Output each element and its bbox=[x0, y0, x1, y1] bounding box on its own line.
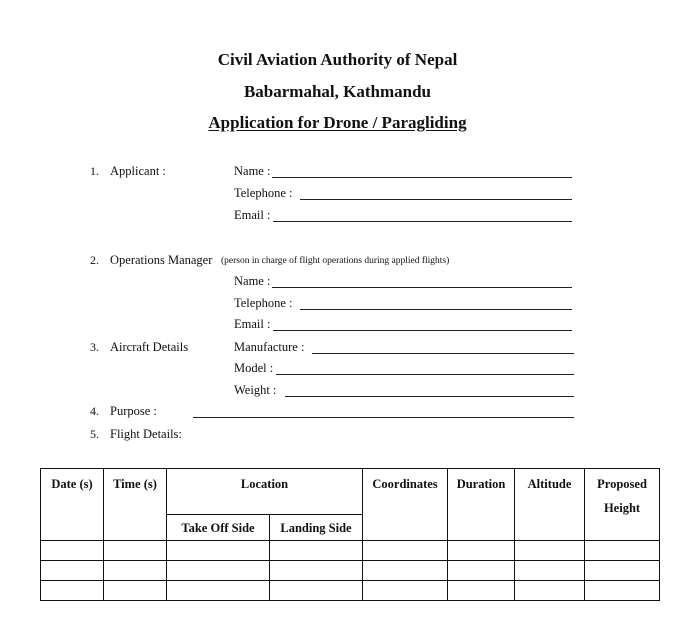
header-altitude: Altitude bbox=[515, 469, 585, 541]
header-proposed-height bbox=[585, 469, 660, 541]
form-title bbox=[0, 113, 675, 133]
manager-name-label: Name : bbox=[234, 274, 271, 288]
flight-details-table bbox=[40, 468, 660, 601]
applicant-email-field[interactable] bbox=[273, 221, 572, 222]
header-time: Time (s) bbox=[104, 469, 167, 541]
table-cell[interactable] bbox=[585, 581, 660, 601]
table-cell[interactable] bbox=[270, 541, 363, 561]
section-3-number: 3. bbox=[90, 340, 99, 354]
table-cell[interactable] bbox=[515, 581, 585, 601]
table-cell[interactable] bbox=[363, 581, 448, 601]
table-cell[interactable] bbox=[448, 541, 515, 561]
applicant-telephone-field[interactable] bbox=[300, 199, 572, 200]
applicant-name-label: Name : bbox=[234, 164, 271, 178]
table-cell[interactable] bbox=[167, 541, 270, 561]
header-landing-side: Landing Side bbox=[270, 515, 363, 541]
section-2-note: (person in charge of flight operations during applied flights) bbox=[221, 256, 450, 266]
table-cell[interactable] bbox=[515, 541, 585, 561]
table-cell[interactable] bbox=[363, 541, 448, 561]
purpose-field[interactable] bbox=[193, 417, 574, 418]
header-coordinates: Coordinates bbox=[363, 469, 448, 541]
table-cell[interactable] bbox=[270, 561, 363, 581]
manager-email-field[interactable] bbox=[273, 330, 572, 331]
section-5-title: Flight Details: bbox=[110, 427, 182, 441]
table-cell[interactable] bbox=[585, 541, 660, 561]
table-cell[interactable] bbox=[41, 561, 104, 581]
aircraft-manufacture-label: Manufacture : bbox=[234, 340, 305, 354]
applicant-telephone-label: Telephone : bbox=[234, 186, 293, 200]
header-date: Date (s) bbox=[41, 469, 104, 541]
authority-address: Babarmahal, Kathmandu bbox=[243, 82, 432, 101]
section-4-title: Purpose : bbox=[110, 404, 157, 418]
table-row bbox=[41, 541, 660, 561]
table-cell[interactable] bbox=[167, 561, 270, 581]
table-cell[interactable] bbox=[448, 561, 515, 581]
table-cell[interactable] bbox=[41, 581, 104, 601]
aircraft-model-label: Model : bbox=[234, 361, 274, 375]
table-cell[interactable] bbox=[104, 561, 167, 581]
aircraft-model-field[interactable] bbox=[276, 374, 574, 375]
table-cell[interactable] bbox=[167, 581, 270, 601]
manager-name-field[interactable] bbox=[272, 287, 572, 288]
manager-telephone-field[interactable] bbox=[300, 309, 572, 310]
table-cell[interactable] bbox=[363, 561, 448, 581]
applicant-name-field[interactable] bbox=[272, 177, 572, 178]
table-cell[interactable] bbox=[585, 561, 660, 581]
section-5-number: 5. bbox=[90, 427, 99, 441]
header-proposed-height-line2: Height bbox=[603, 501, 641, 515]
aircraft-weight-label: Weight : bbox=[234, 383, 277, 397]
section-2-number: 2. bbox=[90, 253, 99, 267]
table-cell[interactable] bbox=[41, 541, 104, 561]
section-1-title: Applicant : bbox=[110, 164, 166, 178]
table-cell[interactable] bbox=[104, 541, 167, 561]
manager-email-label: Email : bbox=[234, 317, 271, 331]
aircraft-weight-field[interactable] bbox=[285, 396, 574, 397]
section-4-number: 4. bbox=[90, 404, 99, 418]
header-location: Location bbox=[167, 469, 363, 515]
table-cell[interactable] bbox=[448, 581, 515, 601]
section-2-title: Operations Manager bbox=[110, 253, 213, 267]
section-3-title: Aircraft Details bbox=[110, 340, 189, 354]
section-1-number: 1. bbox=[90, 164, 99, 178]
table-row bbox=[41, 561, 660, 581]
form-title-text: Application for Drone / Paragliding bbox=[208, 113, 467, 132]
table-row bbox=[41, 581, 660, 601]
applicant-email-label: Email : bbox=[234, 208, 271, 222]
header-proposed-height-line1: Proposed bbox=[597, 477, 647, 491]
table-cell[interactable] bbox=[104, 581, 167, 601]
table-cell[interactable] bbox=[515, 561, 585, 581]
header-duration: Duration bbox=[448, 469, 515, 541]
table-cell[interactable] bbox=[270, 581, 363, 601]
authority-title: Civil Aviation Authority of Nepal bbox=[217, 50, 458, 69]
manager-telephone-label: Telephone : bbox=[234, 296, 293, 310]
aircraft-manufacture-field[interactable] bbox=[312, 353, 574, 354]
header-takeoff-side: Take Off Side bbox=[167, 515, 270, 541]
